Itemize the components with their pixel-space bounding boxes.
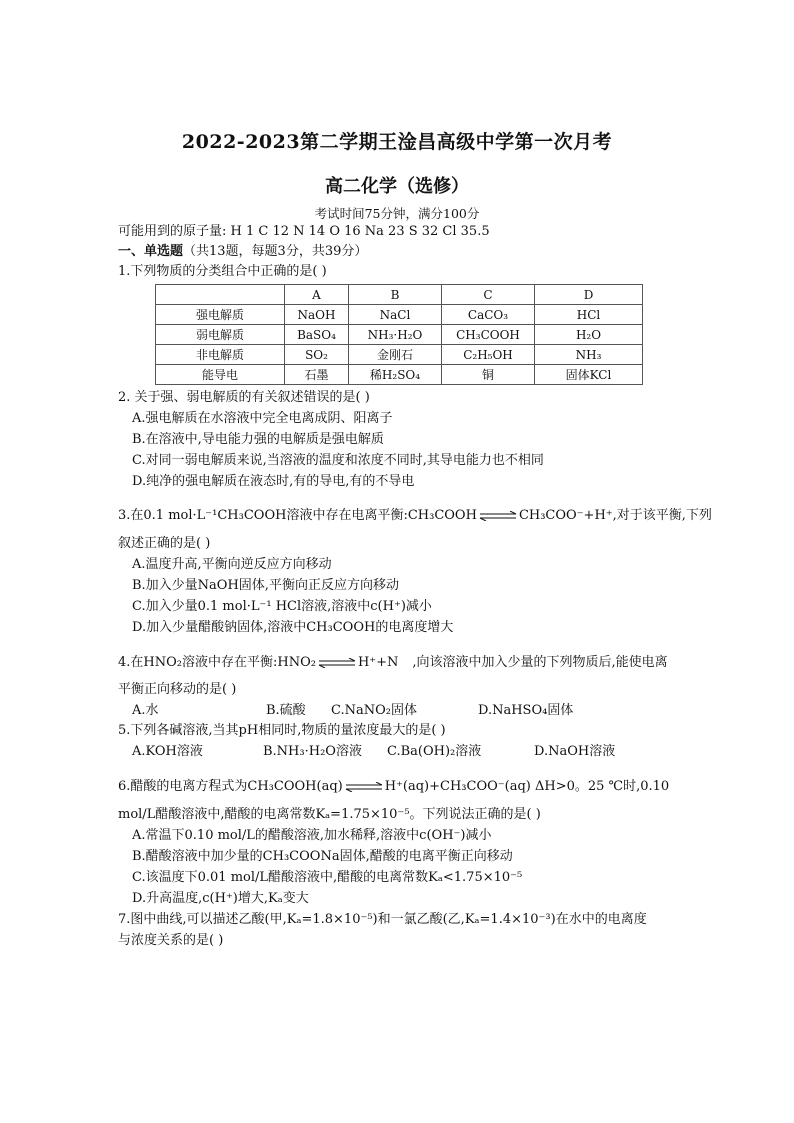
q3-option-c: C.加入少量0.1 mol·L⁻¹ HCl溶液,溶液中c(H⁺)减小 xyxy=(132,599,432,614)
table-cell: SO₂ xyxy=(285,345,349,365)
table-cell: 强电解质 xyxy=(156,305,285,325)
q4-option-d: D.NaHSO₄固体 xyxy=(478,703,574,718)
exam-title: 2022-2023第二学期王淦昌高级中学第一次月考 xyxy=(181,131,613,153)
q2-option-d: D.纯净的强电解质在液态时,有的导电,有的不导电 xyxy=(132,474,415,489)
q3-stem-c: 叙述正确的是( ) xyxy=(118,536,211,551)
table-cell: CaCO₃ xyxy=(442,305,535,325)
q1-stem: 1.下列物质的分类组合中正确的是( ) xyxy=(118,264,327,279)
q4-stem-b: H⁺+N xyxy=(357,655,399,670)
q2-option-c: C.对同一弱电解质来说,当溶液的温度和浓度不同时,其导电能力也不相同 xyxy=(132,453,544,468)
q6-option-b: B.醋酸溶液中加少量的CH₃COONa固体,醋酸的电离平衡正向移动 xyxy=(132,849,513,864)
q6-option-c: C.该温度下0.01 mol/L醋酸溶液中,醋酸的电离常数Kₐ<1.75×10⁻⁵ xyxy=(132,870,523,885)
q4-stem-c: ,向该溶液中加入少量的下列物质后,能使电离 xyxy=(412,655,668,670)
table-cell: C₂H₅OH xyxy=(442,345,535,365)
q6-stem-b: H⁺(aq)+CH₃COO⁻(aq) ΔH>0。25 ℃时,0.10 xyxy=(384,779,670,794)
table-cell: BaSO₄ xyxy=(285,325,349,345)
section-note: （共13题，每题3分，共39分） xyxy=(183,244,368,259)
table-cell: HCl xyxy=(535,305,643,325)
table-cell: NH₃ xyxy=(535,345,643,365)
q5-stem: 5.下列各碱溶液,当其pH相同时,物质的量浓度最大的是( ) xyxy=(118,723,446,738)
table-header-cell xyxy=(156,285,285,305)
q5-option-b: B.NH₃·H₂O溶液 xyxy=(263,744,362,759)
table-cell: 金刚石 xyxy=(349,345,442,365)
table-cell: 能导电 xyxy=(156,365,285,385)
equilibrium-arrow-icon xyxy=(479,511,517,521)
table-header-cell: C xyxy=(442,285,535,305)
equilibrium-arrow-icon xyxy=(345,782,383,792)
q4-stem-d: 平衡正向移动的是( ) xyxy=(118,682,237,697)
q2-option-b: B.在溶液中,导电能力强的电解质是强电解质 xyxy=(132,432,384,447)
section-label: 一、单选题 xyxy=(118,244,184,259)
q6-stem-a: 6.醋酸的电离方程式为CH₃COOH(aq) xyxy=(118,779,343,794)
atomic-masses: 可能用到的原子量: H 1 C 12 N 14 O 16 Na 23 S 32 Cl 35.5 xyxy=(118,224,490,239)
q5-option-a: A.KOH溶液 xyxy=(132,744,203,759)
table-cell: 稀H₂SO₄ xyxy=(349,365,442,385)
table-cell: CH₃COOH xyxy=(442,325,535,345)
q3-stem-line1 xyxy=(118,508,712,524)
table-cell: NH₃·H₂O xyxy=(349,325,442,345)
q3-option-d: D.加入少量醋酸钠固体,溶液中CH₃COOH的电离度增大 xyxy=(132,620,454,635)
table-header-cell: A xyxy=(285,285,349,305)
q4-option-b: B.硫酸 xyxy=(266,703,306,718)
table-row xyxy=(156,345,643,365)
q6-stem-c: mol/L醋酸溶液中,醋酸的电离常数Kₐ=1.75×10⁻⁵。下列说法正确的是( ) xyxy=(118,807,541,822)
table-cell: 非电解质 xyxy=(156,345,285,365)
q1-table xyxy=(155,284,643,385)
q3-stem-a: 3.在0.1 mol·L⁻¹CH₃COOH溶液中存在电离平衡:CH₃COOH xyxy=(118,508,477,523)
q5-option-c: C.Ba(OH)₂溶液 xyxy=(387,744,482,759)
table-row xyxy=(156,305,643,325)
q7-stem-b: 与浓度关系的是( ) xyxy=(118,933,224,948)
table-row xyxy=(156,365,643,385)
q3-option-b: B.加入少量NaOH固体,平衡向正反应方向移动 xyxy=(132,578,399,593)
section-heading xyxy=(118,244,367,260)
q6-option-a: A.常温下0.10 mol/L的醋酸溶液,加水稀释,溶液中c(OH⁻)减小 xyxy=(132,828,492,843)
q4-stem-a: 4.在HNO₂溶液中存在平衡:HNO₂ xyxy=(118,655,316,670)
table-cell: H₂O xyxy=(535,325,643,345)
q4-option-c: C.NaNO₂固体 xyxy=(331,703,417,718)
table-header-cell: D xyxy=(535,285,643,305)
q3-stem-b: CH₃COO⁻+H⁺,对于该平衡,下列 xyxy=(518,508,712,523)
equilibrium-arrow-icon xyxy=(318,658,356,668)
table-cell: 铜 xyxy=(442,365,535,385)
q2-option-a: A.强电解质在水溶液中完全电离成阴、阳离子 xyxy=(132,411,393,426)
q7-stem-a: 7.图中曲线,可以描述乙酸(甲,Kₐ=1.8×10⁻⁵)和一氯乙酸(乙,Kₐ=1.4×10⁻³)在水中的电离度 xyxy=(118,912,647,927)
q2-stem: 2. 关于强、弱电解质的有关叙述错误的是( ) xyxy=(118,390,370,405)
table-cell: 固体KCl xyxy=(535,365,643,385)
table-header-cell: B xyxy=(349,285,442,305)
q5-option-d: D.NaOH溶液 xyxy=(534,744,616,759)
table-cell: 弱电解质 xyxy=(156,325,285,345)
table-row xyxy=(156,325,643,345)
table-header-row xyxy=(156,285,643,305)
table-cell: NaCl xyxy=(349,305,442,325)
q4-option-a: A.水 xyxy=(132,703,159,718)
exam-info: 考试时间75分钟，满分100分 xyxy=(314,206,480,221)
table-cell: 石墨 xyxy=(285,365,349,385)
table-cell: NaOH xyxy=(285,305,349,325)
q3-option-a: A.温度升高,平衡向逆反应方向移动 xyxy=(132,557,332,572)
q6-option-d: D.升高温度,c(H⁺)增大,Kₐ变大 xyxy=(132,891,309,906)
exam-subtitle: 高二化学（选修） xyxy=(325,176,469,197)
q4-stem-line1 xyxy=(118,655,668,671)
q6-stem-line1 xyxy=(118,779,669,795)
